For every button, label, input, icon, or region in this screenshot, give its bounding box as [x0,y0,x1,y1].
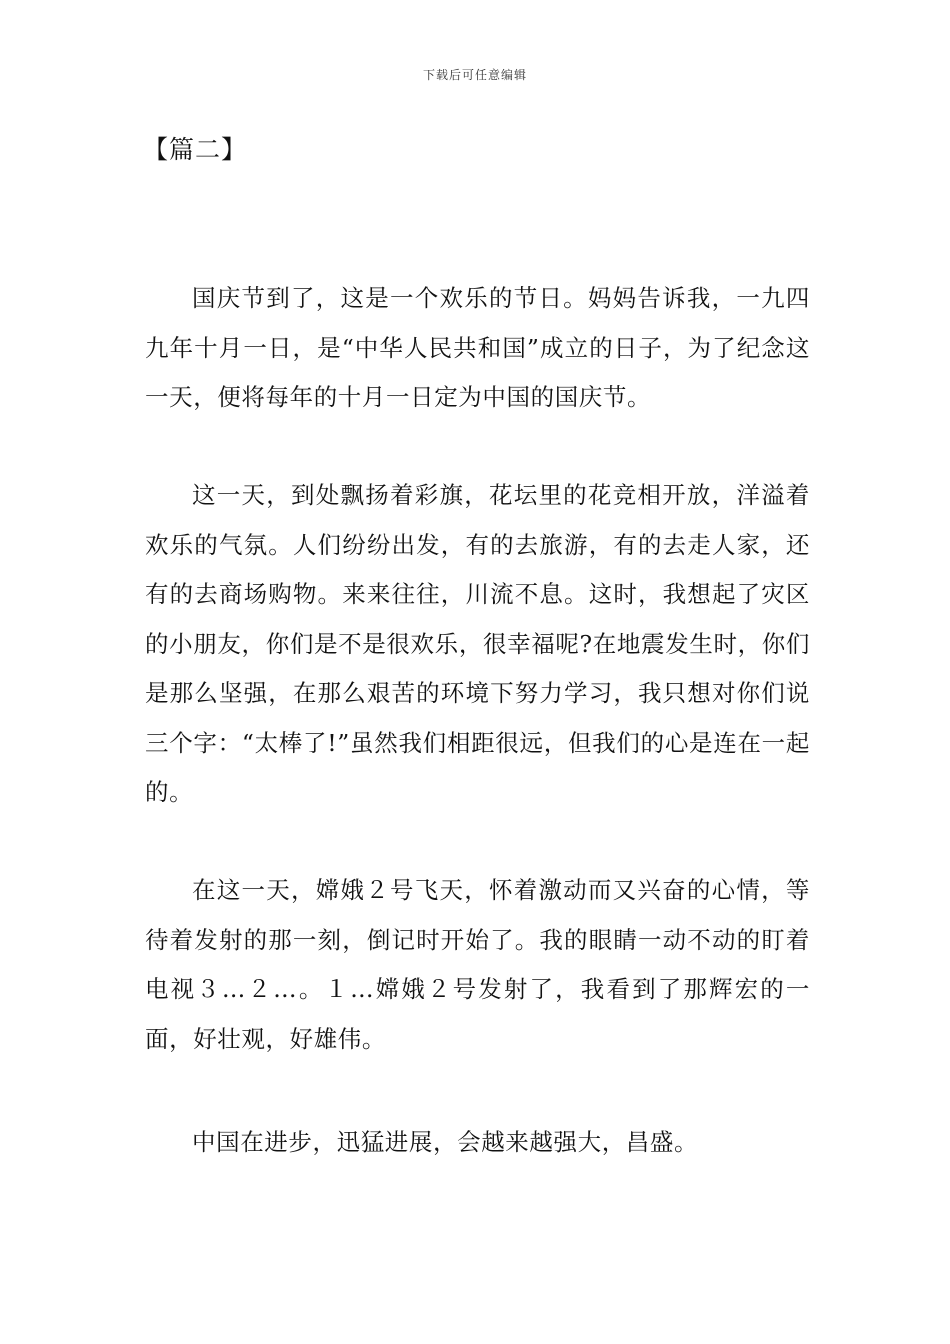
page-header-note: 下载后可任意编辑 [422,68,527,82]
section-title: 【篇二】 [143,135,248,164]
paragraph-1: 国庆节到了，这是一个欢乐的节日。妈妈告诉我，一九四九年十月一日，是“中华人民共和国”成立的日子，为了纪念这一天，便将每年的十月一日定为中国的国庆节。 [145,284,810,411]
paragraph-4: 中国在进步，迅猛进展，会越来越强大，昌盛。 [192,1128,699,1156]
paragraph-3: 在这一天，嫦娥２号飞天，怀着激动而又兴奋的心情，等待着发射的那一刻，倒记时开始了。我的眼睛一动不动的盯着电视３…２…。１…嫦娥２号发射了，我看到了那辉宏的一面，好壮观，好雄伟。 [145,876,810,1053]
paragraph-2: 这一天，到处飘扬着彩旗，花坛里的花竞相开放，洋溢着欢乐的气氛。人们纷纷出发，有的去旅游，有的去走人家，还有的去商场购物。来来往往，川流不息。这时，我想起了灾区的小朋友，你们是不是很欢乐，很幸福呢?在地震发生时，你们是那么坚强，在那么艰苦的环境下努力学习，我只想对你们说三个字：“太棒了!”虽然我们相距很远，但我们的心是连在一起的。 [145,481,810,806]
